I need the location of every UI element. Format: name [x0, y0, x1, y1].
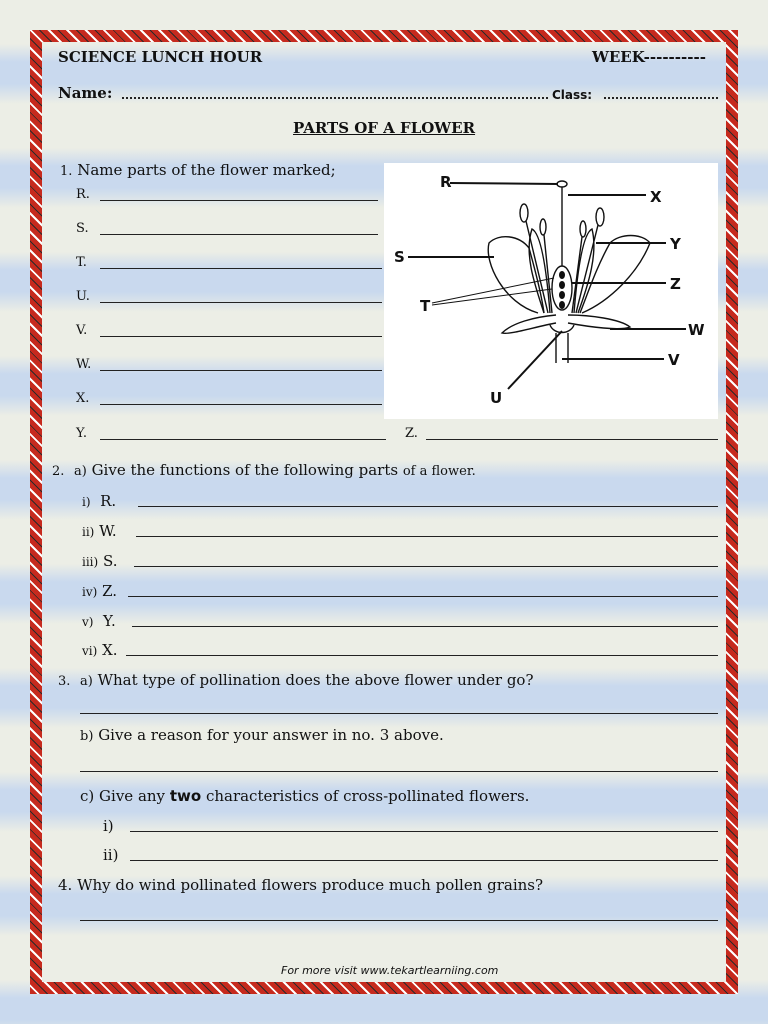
- q2-prompt: [52, 461, 476, 479]
- q2-item-roman: iv): [82, 585, 98, 599]
- answer-line[interactable]: [130, 860, 718, 861]
- label-y: Y: [670, 235, 681, 253]
- answer-line[interactable]: [126, 655, 718, 656]
- flower-diagram-svg: [384, 163, 718, 419]
- label-v: V: [668, 351, 680, 369]
- q1-number: 1.: [60, 164, 73, 179]
- footer-note: For more visit www.tekartlearniing.com: [281, 964, 499, 977]
- answer-line[interactable]: [100, 200, 378, 201]
- q3c-letter: c): [80, 787, 95, 805]
- q2-sub-a: a): [73, 464, 87, 479]
- q2-item-4: [82, 582, 117, 600]
- answer-line[interactable]: [100, 439, 386, 440]
- header-title: SCIENCE LUNCH HOUR: [58, 48, 263, 66]
- pointer-r: [450, 183, 558, 184]
- left-petal: [488, 237, 544, 313]
- pointer-t-1: [432, 278, 554, 303]
- q2-item-roman: i): [82, 495, 91, 509]
- answer-line[interactable]: [100, 268, 382, 269]
- q2-item-6: [82, 641, 118, 659]
- answer-line[interactable]: [100, 234, 378, 235]
- label-w: W: [688, 321, 705, 339]
- answer-line[interactable]: [426, 439, 718, 440]
- label-r: R: [440, 173, 452, 191]
- q2-number: 2.: [52, 464, 65, 479]
- label-u: U: [490, 389, 503, 407]
- inner-left-petal: [529, 229, 550, 313]
- q1-item-w: W.: [76, 357, 92, 372]
- class-label: Class:: [552, 88, 593, 102]
- q1-item-y: Y.: [76, 426, 88, 441]
- q3b-letter: b): [80, 729, 94, 744]
- ovule: [559, 281, 565, 289]
- page-title: PARTS OF A FLOWER: [293, 119, 476, 137]
- q2-item-label: R.: [100, 492, 117, 510]
- anther-right-2: [580, 221, 586, 237]
- q3b-prompt: [80, 726, 444, 744]
- q1-text: Name parts of the flower marked;: [77, 161, 336, 179]
- ovule: [559, 271, 565, 279]
- answer-line[interactable]: [128, 596, 718, 597]
- q2-item-roman: ii): [82, 525, 95, 539]
- q3a-text: What type of pollination does the above flower under go?: [97, 671, 534, 689]
- q3c-item-1: i): [103, 817, 114, 835]
- q2-item-3: [82, 552, 118, 570]
- answer-line[interactable]: [100, 302, 382, 303]
- sepal-left: [502, 315, 556, 333]
- label-z: Z: [670, 275, 681, 293]
- q2-item-label: S.: [102, 552, 118, 570]
- q1-item-t: T.: [76, 255, 87, 270]
- q3a-prompt: [58, 671, 534, 689]
- q3c-prompt: [80, 787, 529, 805]
- q2-item-label: Y.: [103, 612, 116, 630]
- q2-item-label: X.: [102, 641, 118, 659]
- filament-right-2: [572, 237, 582, 313]
- name-field[interactable]: [122, 97, 548, 99]
- q2-item-roman: v): [82, 615, 94, 629]
- sepal-right: [568, 315, 630, 329]
- q2-text-tail: of a flower.: [402, 464, 476, 479]
- q3c-item-2: ii): [103, 846, 119, 864]
- q2-item-1: [82, 492, 116, 510]
- label-s: S: [394, 248, 405, 266]
- answer-line[interactable]: [100, 370, 382, 371]
- stigma: [557, 181, 567, 187]
- answer-line[interactable]: [80, 920, 718, 921]
- q4-prompt: 4. Why do wind pollinated flowers produce much pollen grains?: [58, 876, 544, 894]
- q3a-letter: a): [79, 674, 93, 689]
- answer-line[interactable]: [138, 506, 718, 507]
- class-field[interactable]: [604, 97, 718, 99]
- header-week: WEEK----------: [592, 48, 706, 66]
- q1-item-u: U.: [76, 289, 90, 304]
- q2-item-roman: vi): [82, 644, 98, 658]
- answer-line[interactable]: [134, 566, 718, 567]
- answer-line[interactable]: [130, 831, 718, 832]
- q1-item-r: R.: [76, 187, 90, 202]
- q1-item-z: Z.: [405, 426, 418, 441]
- q2-item-2: [82, 522, 117, 540]
- q1-prompt: [60, 161, 336, 179]
- answer-line[interactable]: [100, 404, 382, 405]
- answer-line[interactable]: [132, 626, 718, 627]
- pointer-t-2: [432, 289, 552, 305]
- q1-item-s: S.: [76, 221, 89, 236]
- q2-item-label: Z.: [102, 582, 118, 600]
- answer-line[interactable]: [80, 771, 718, 772]
- pointer-u: [508, 331, 562, 389]
- answer-line[interactable]: [136, 536, 718, 537]
- q3c-text-bold: two: [169, 787, 202, 805]
- answer-line[interactable]: [100, 336, 382, 337]
- q2-item-label: W.: [99, 522, 117, 540]
- q1-item-v: V.: [76, 323, 88, 338]
- anther-left-1: [520, 204, 528, 222]
- anther-left-2: [540, 219, 546, 235]
- flower-diagram: [384, 163, 718, 419]
- q2-text: Give the functions of the following parts: [91, 461, 399, 479]
- label-t: T: [420, 297, 431, 315]
- ovule: [559, 301, 565, 309]
- q3c-text-pre: Give any: [99, 787, 166, 805]
- q3-number: 3.: [58, 674, 71, 689]
- name-label: Name:: [58, 84, 113, 102]
- q1-item-x: X.: [76, 391, 90, 406]
- label-x: X: [650, 188, 662, 206]
- ovule: [559, 291, 565, 299]
- q2-item-roman: iii): [82, 555, 99, 569]
- q3c-text-post: characteristics of cross-pollinated flowers.: [205, 787, 530, 805]
- anther-right-1: [596, 208, 604, 226]
- answer-line[interactable]: [80, 713, 718, 714]
- q3b-text: Give a reason for your answer in no. 3 above.: [98, 726, 444, 744]
- q2-item-5: [82, 612, 116, 630]
